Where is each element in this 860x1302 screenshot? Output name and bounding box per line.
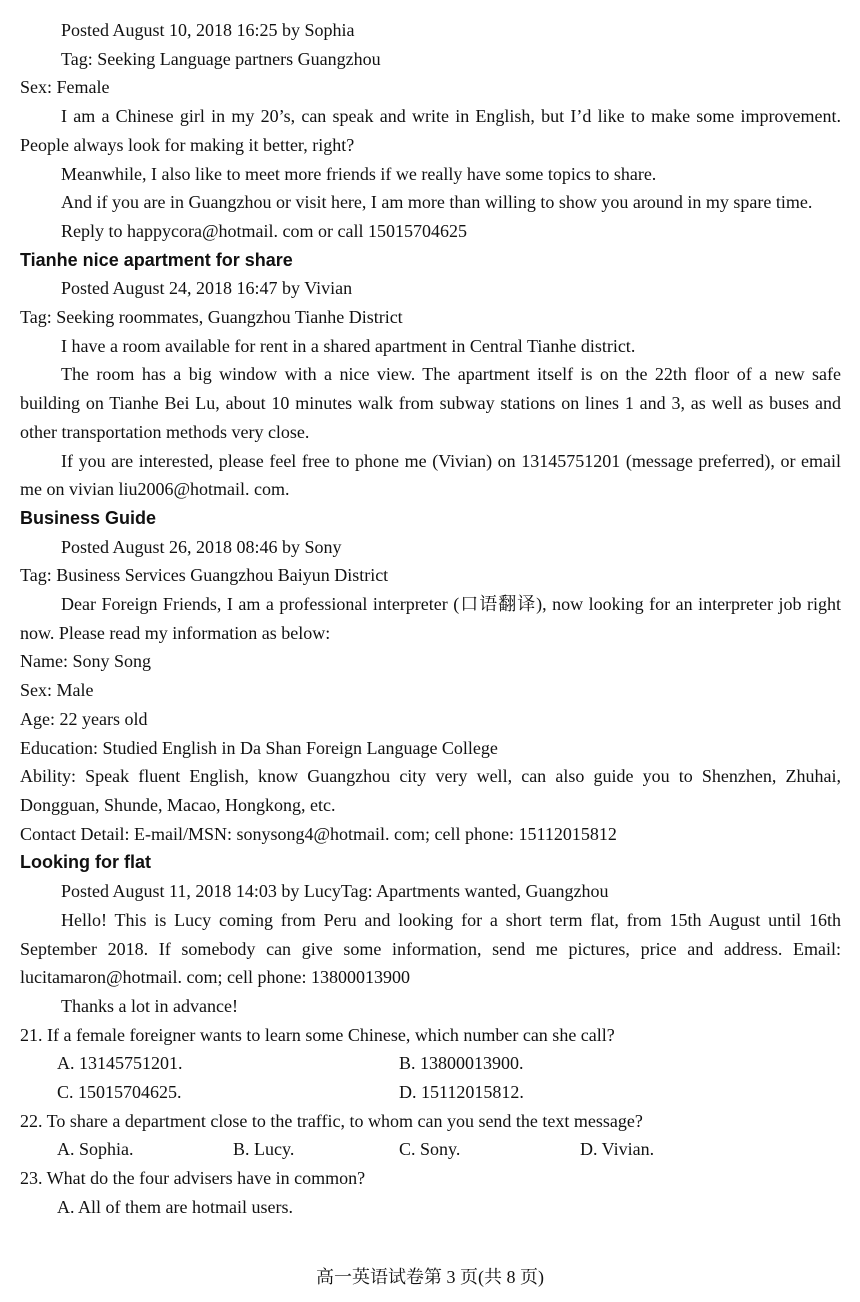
post1-posted: Posted August 10, 2018 16:25 by Sophia [61,20,355,40]
question-21-options [20,1049,841,1078]
post2-paragraph: The room has a big window with a nice view. The apartment itself is on the 22th floor of a new safe building on Tianhe Bei Lu, about 10 minutes walk from subway stations on lines 1 and 3, as well as buses and other transportation methods very close. [20,364,841,442]
post3-tag: Tag: Business Services Guangzhou Baiyun District [20,565,389,586]
post1-paragraph: And if you are in Guangzhou or visit here, I am more than willing to show you around in my spare time. [61,192,813,213]
post2-paragraph: I have a room available for rent in a shared apartment in Central Tianhe district. [61,335,636,356]
post3-paragraph: Dear Foreign Friends, I am a professional interpreter (口语翻译), now looking for an interpreter job right now. Please read my information as below: [20,594,841,643]
post2-posted: Posted August 24, 2018 16:47 by Vivian [61,278,353,299]
post3-title: Business Guide [20,507,157,528]
question-21-option-c: C. 15015704625. [57,1082,182,1103]
page-footer: 高一英语试卷第 3 页(共 8 页) [316,1267,544,1287]
question-22-option-b: B. Lucy. [233,1139,295,1160]
post2-paragraph: If you are interested, please feel free to phone me (Vivian) on 13145751201 (message preferred), or email me on vivian liu2006@hotmail. com. [20,450,841,500]
post2-title: Tianhe nice apartment for share [20,249,293,270]
post3-age: Age: 22 years old [20,708,148,729]
post3-education: Education: Studied English in Da Shan Foreign Language College [20,737,498,758]
post4-paragraph: Hello! This is Lucy coming from Peru and looking for a short term flat, from 15th August until 16th September 2018. If somebody can give some information, send me pictures, price and address. Email: lucitamaron@hotmail. com; cell phone: 13800013900 [20,909,841,988]
question-21-stem: 21. If a female foreigner wants to learn some Chinese, which number can she call? [20,1024,615,1045]
post1-paragraph: I am a Chinese girl in my 20’s, can speak and write in English, but I’d like to make some improvement. People always look for making it better, right? [20,106,841,155]
post4-thanks: Thanks a lot in advance! [61,995,238,1016]
question-21-option-b: B. 13800013900. [399,1053,524,1074]
post1-reply: Reply to happycora@hotmail. com or call 15015704625 [61,220,467,241]
post4-title: Looking for flat [20,852,151,873]
question-21-option-a: A. 13145751201. [57,1053,183,1074]
post1-tag: Tag: Seeking Language partners Guangzhou [61,48,381,69]
question-22-option-d: D. Vivian. [580,1139,655,1160]
exam-page [20,16,841,1222]
post3-ability: Ability: Speak fluent English, know Guangzhou city very well, can also guide you to Shenzhen, Zhuhai, Dongguan, Shunde, Macao, Hongkong, etc. [20,766,841,815]
question-23-options [20,1193,841,1222]
question-21-options [20,1078,841,1107]
question-22-option-c: C. Sony. [399,1139,461,1160]
question-23-stem: 23. What do the four advisers have in common? [20,1168,366,1189]
question-22-option-a: A. Sophia. [57,1139,134,1160]
question-21-option-d: D. 15112015812. [399,1082,524,1103]
post2-tag: Tag: Seeking roommates, Guangzhou Tianhe District [20,307,403,328]
question-23-option-a: A. All of them are hotmail users. [57,1196,293,1217]
post4-posted: Posted August 11, 2018 14:03 by LucyTag: Apartments wanted, Guangzhou [61,881,609,902]
post1-sex: Sex: Female [20,77,110,98]
question-22-stem: 22. To share a department close to the traffic, to whom can you send the text message? [20,1110,643,1131]
post1-paragraph: Meanwhile, I also like to meet more friends if we really have some topics to share. [61,163,657,184]
post3-contact: Contact Detail: E-mail/MSN: sonysong4@hotmail. com; cell phone: 15112015812 [20,823,617,844]
question-22-options [20,1135,841,1164]
post3-posted: Posted August 26, 2018 08:46 by Sony [61,536,342,557]
post3-sex: Sex: Male [20,680,94,701]
post3-name: Name: Sony Song [20,651,152,672]
